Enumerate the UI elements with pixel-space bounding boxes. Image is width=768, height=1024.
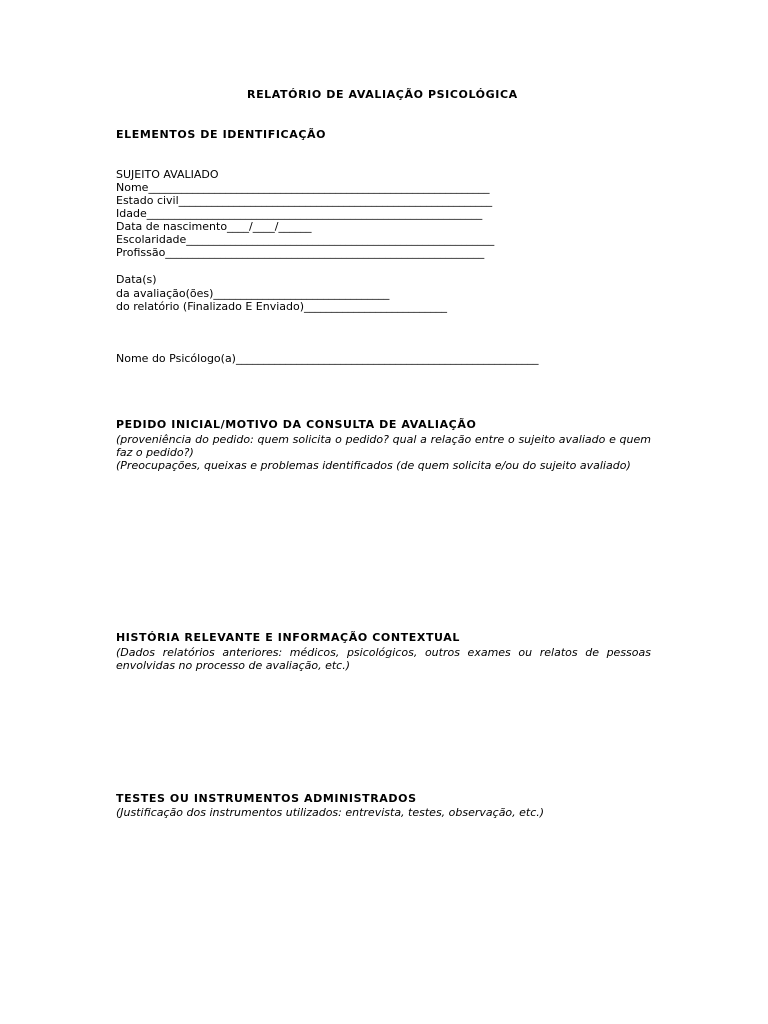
section-note-instruments: (Justificação dos instrumentos utilizados: entrevista, testes, observação, etc.) (116, 806, 545, 819)
psychologist-name-field: Nome do Psicólogo(a)_______________________________________________________ (116, 352, 539, 365)
evaluation-dates-field: da avaliação(ões)________________________________ (116, 287, 390, 300)
field-education: Escolaridade________________________________________________________ (116, 233, 495, 246)
section-heading-tests: TESTES OU INSTRUMENTOS ADMINISTRADOS (116, 792, 417, 805)
section-heading-initial-request: PEDIDO INICIAL/MOTIVO DA CONSULTA DE AVALIAÇÃO (116, 418, 477, 431)
field-profession: Profissão__________________________________________________________ (116, 246, 485, 259)
subject-label: SUJEITO AVALIADO (116, 168, 219, 181)
identification-heading: ELEMENTOS DE IDENTIFICAÇÃO (116, 128, 327, 141)
field-age: Idade_____________________________________________________________ (116, 207, 483, 220)
field-name: Nome______________________________________________________________ (116, 181, 490, 194)
section-heading-relevant-history: HISTÓRIA RELEVANTE E INFORMAÇÃO CONTEXTUAL (116, 631, 460, 644)
section-note-request-origin: (proveniência do pedido: quem solicita o pedido? qual a relação entre o sujeito avaliado e quem faz o pedido?) (116, 433, 651, 459)
field-marital-status: Estado civil_________________________________________________________ (116, 194, 493, 207)
report-date-field: do relatório (Finalizado E Enviado)__________________________ (116, 300, 448, 313)
section-note-previous-reports: (Dados relatórios anteriores: médicos, psicológicos, outros exames ou relatos de pessoas envolvidas no processo de avaliação, etc.) (116, 646, 651, 672)
section-note-concerns: (Preocupações, queixas e problemas identificados (de quem solicita e/ou do sujeito avaliado) (116, 459, 631, 472)
dates-label: Data(s) (116, 273, 157, 286)
field-birth-date: Data de nascimento____/____/______ (116, 220, 312, 233)
document-title: RELATÓRIO DE AVALIAÇÃO PSICOLÓGICA (247, 88, 518, 101)
